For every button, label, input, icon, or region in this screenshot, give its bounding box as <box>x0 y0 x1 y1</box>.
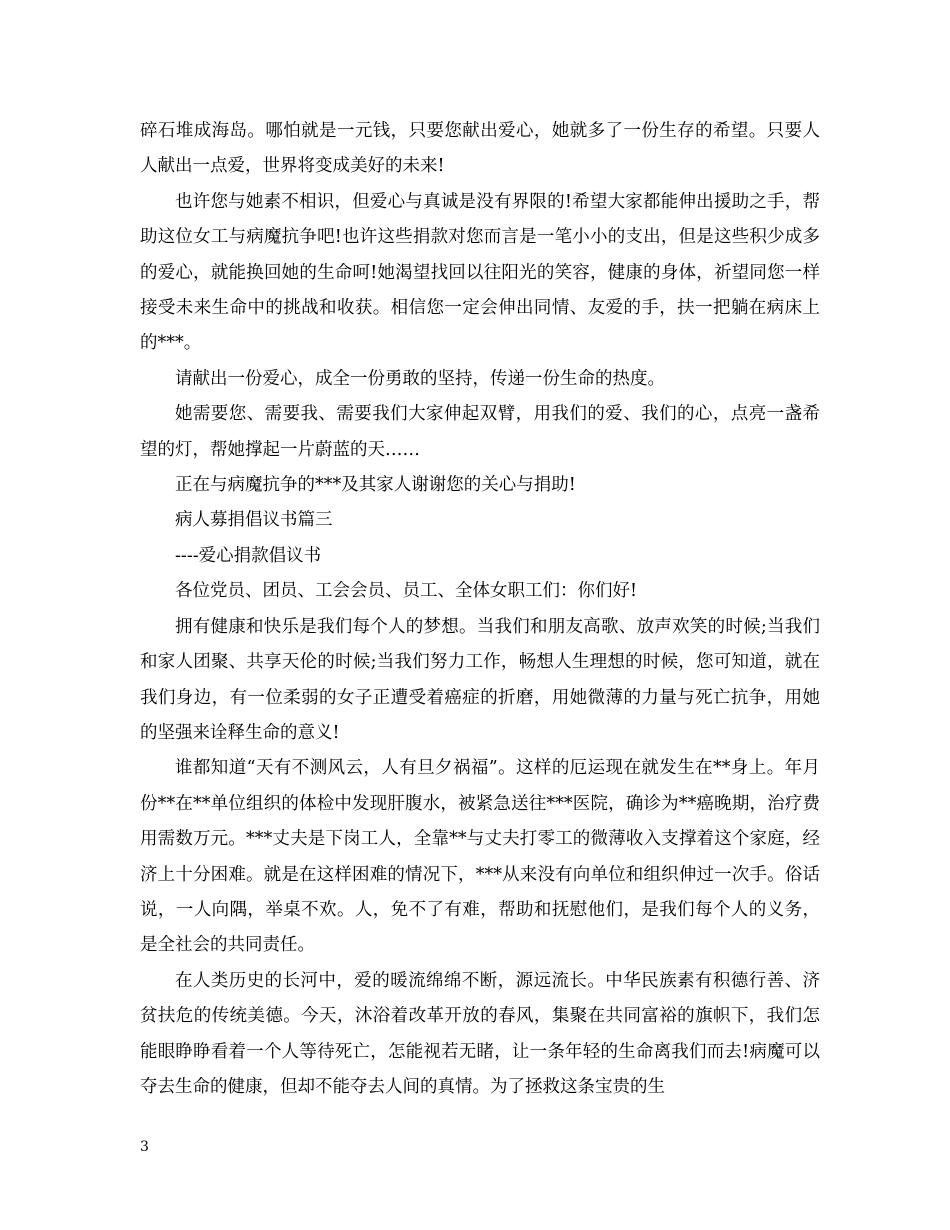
paragraph-10: 谁都知道“天有不测风云，人有旦夕祸福”。这样的厄运现在就发生在**身上。年月份**在**单位组织的体检中发现肝腹水，被紧急送往***医院，确诊为**癌晚期，治疗费用需数万元。***丈夫是下岗工人，全靠**与丈夫打零工的微薄收入支撑着这个家庭，经济上十分困难。就是在这样困难的情况下，***从来没有向单位和组织伸过一次手。俗话说，一人向隅，举桌不欢。人，免不了有难，帮助和抚慰他们，是我们每个人的义务，是全社会的共同责任。 <box>140 758 820 956</box>
document-body <box>140 114 820 1105</box>
paragraph-4: 她需要您、需要我、需要我们大家伸起双臂，用我们的爱、我们的心，点亮一盏希望的灯，帮她撑起一片蔚蓝的天…… <box>140 404 820 460</box>
section-subtitle: ----爱心捐款倡议书 <box>175 545 322 566</box>
paragraph-2: 也许您与她素不相识，但爱心与真诚是没有界限的!希望大家都能伸出援助之手，帮助这位女工与病魔抗争吧!也许这些捐款对您而言是一笔小小的支出，但是这些积少成多的爱心，就能换回她的生命呵!她渴望找回以往阳光的笑容，健康的身体，祈望同您一样接受未来生命中的挑战和收获。相信您一定会伸出同情、友爱的手，扶一把躺在病床上的***。 <box>140 191 820 354</box>
section-heading: 病人募捐倡议书篇三 <box>175 510 333 531</box>
paragraph-3: 请献出一份爱心，成全一份勇敢的坚持，传递一份生命的热度。 <box>175 368 665 389</box>
paragraph-11: 在人类历史的长河中，爱的暖流绵绵不断，源远流长。中华民族素有积德行善、济贫扶危的传统美德。今天，沐浴着改革开放的春风，集聚在共同富裕的旗帜下，我们怎能眼睁睁看着一个人等待死亡，怎能视若无睹，让一条年轻的生命离我们而去!病魔可以夺去生命的健康，但却不能夺去人间的真情。为了拯救这条宝贵的生 <box>140 970 820 1097</box>
paragraph-5: 正在与病魔抗争的***及其家人谢谢您的关心与捐助! <box>175 475 576 496</box>
page-number: 3 <box>140 1139 149 1155</box>
paragraph-9: 拥有健康和快乐是我们每个人的梦想。当我们和朋友高歌、放声欢笑的时候;当我们和家人团聚、共享天伦的时候;当我们努力工作，畅想人生理想的时候，您可知道，就在我们身边，有一位柔弱的女子正遭受着癌症的折磨，用她微薄的力量与死亡抗争，用她的坚强来诠释生命的意义! <box>140 616 820 743</box>
paragraph-1: 碎石堆成海岛。哪怕就是一元钱，只要您献出爱心，她就多了一份生存的希望。只要人人献出一点爱，世界将变成美好的未来! <box>140 121 820 177</box>
salutation: 各位党员、团员、工会会员、员工、全体女职工们：你们好! <box>175 581 638 602</box>
